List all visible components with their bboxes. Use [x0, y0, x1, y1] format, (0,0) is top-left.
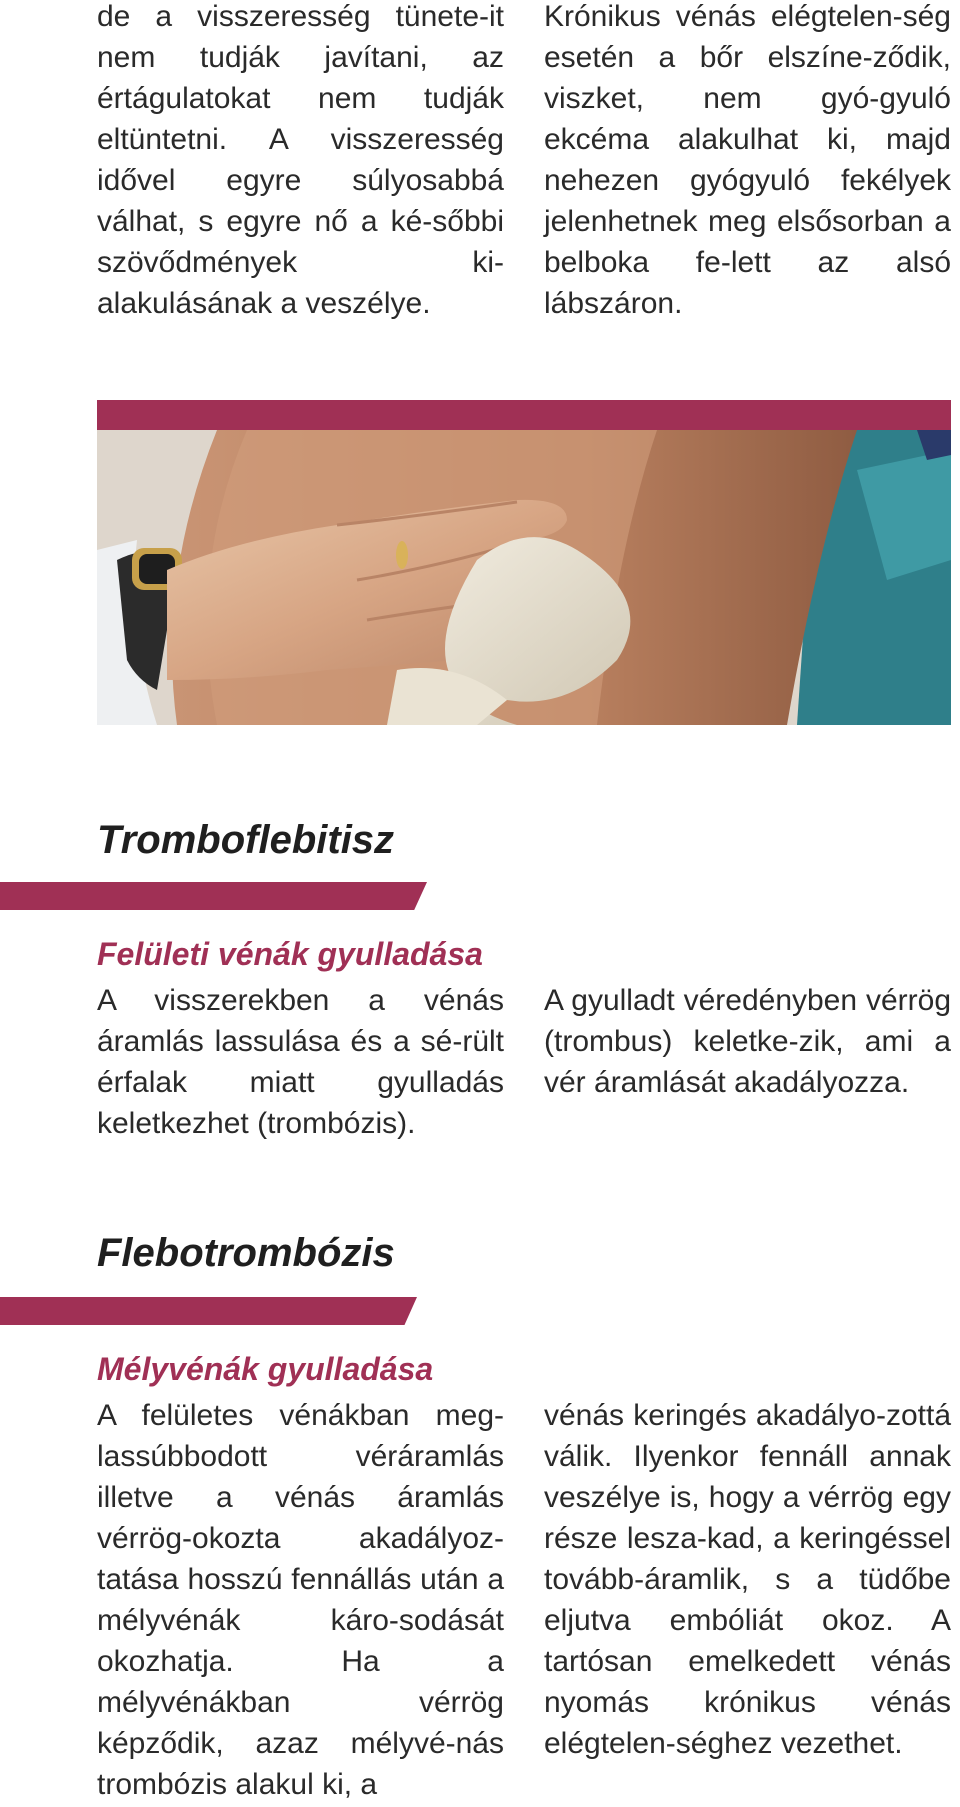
photo-illustration [97, 430, 951, 725]
section1-left-paragraph: A visszerekben a vénás áramlás lassulása és a sé-rült érfalak miatt gyulladás keletkezhet (trombózis). [97, 984, 504, 1140]
section-title-flebotrombozis: Flebotrombózis [97, 1231, 395, 1275]
section-subtitle: Mélyvénák gyulladása [97, 1351, 434, 1387]
photo-accent-band [97, 400, 951, 430]
top-right-paragraph: Krónikus vénás elégtelen-ség esetén a bőr elszíne-ződik, viszket, nem gyó-gyuló ekcéma alakulhat ki, majd nehezen gyógyuló fekélyek jelenhetnek meg elsősorban a belboka fe-lett az alsó lábszáron. [544, 0, 951, 320]
section-divider-bar [0, 882, 427, 910]
section-subtitle: Felületi vénák gyulladása [97, 936, 483, 972]
top-left-paragraph: de a visszeresség tünete-it nem tudják javítani, az értágulatokat nem tudják eltüntetni. A visszeresség idővel egyre súlyosabbá válhat, s egyre nő a ké-sőbbi szövődmények ki-alakulásának a veszélye. [97, 0, 504, 320]
section1-right-paragraph: A gyulladt véredényben vérrög (trombus) keletke-zik, ami a vér áramlását akadályozza. [544, 984, 951, 1099]
section-divider-bar [0, 1297, 417, 1325]
section2-right-paragraph: vénás keringés akadályo-zottá válik. Ilyenkor fennáll annak veszélye is, hogy a vérrög egy része lesza-kad, a keringéssel tovább-áramlik, s a tüdőbe eljutva embóliát okoz. A tartósan emelkedett vénás nyomás krónikus vénás elégtelen-séghez vezethet. [544, 1399, 951, 1760]
ultrasound-photo [97, 400, 951, 725]
section2-left-paragraph: A felületes vénákban meg-lassúbbodott véráramlás illetve a vénás áramlás vérrög-okozta akadályoz-tatása hosszú fennállás után a mélyvénák káro-sodását okozhatja. Ha a mélyvénákban vérrög képződik, azaz mélyvé-nás trombózis alakul ki, a [97, 1399, 504, 1801]
section-title-tromboflebitisz: Tromboflebitisz [97, 818, 395, 862]
